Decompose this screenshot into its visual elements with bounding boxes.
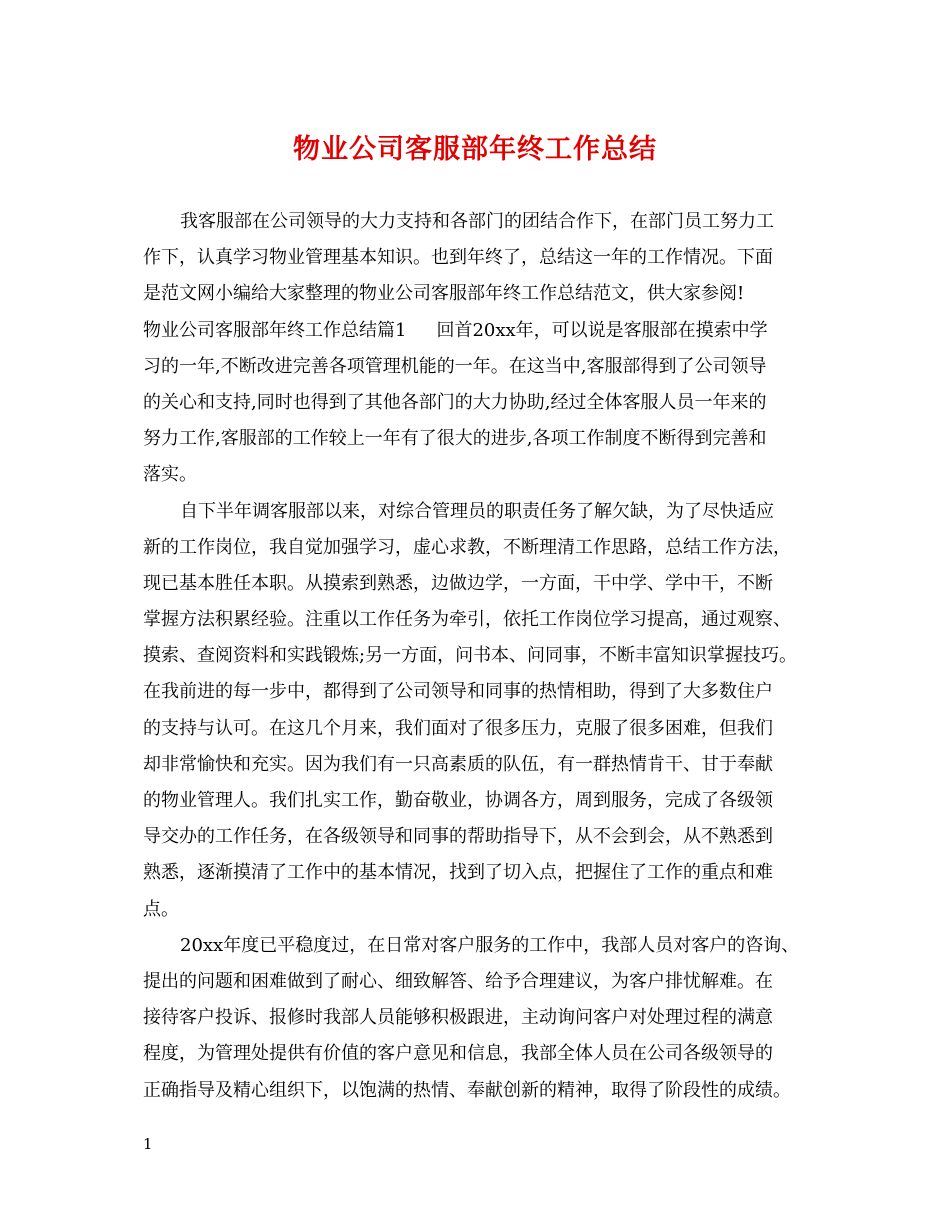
- paragraph-line: 落实。: [143, 464, 197, 486]
- paragraph-line: 努力工作,客服部的工作较上一年有了很大的进步,各项工作制度不断得到完善和: [143, 428, 767, 450]
- paragraph-line: 我客服部在公司领导的大力支持和各部门的团结合作下，在部门员工努力工: [180, 211, 774, 232]
- section-heading-inline: 物业公司客服部年终工作总结篇1: [143, 319, 407, 341]
- paragraph-line: 的关心和支持,同时也得到了其他各部门的大力协助,经过全体客服人员一年来的: [143, 391, 767, 413]
- paragraph-text: 回首20xx年，可以说是客服部在摸索中学: [436, 319, 768, 341]
- paragraph-line: 现已基本胜任本职。从摸索到熟悉，边做边学，一方面，干中学、学中干，不断: [143, 572, 773, 594]
- document-body: [143, 204, 803, 1109]
- paragraph-line: 20xx年度已平稳度过，在日常对客户服务的工作中，我部人员对客户的咨询、: [180, 934, 800, 956]
- paragraph-line: 接待客户投诉、报修时我部人员能够积极跟进，主动询问客户对处理过程的满意: [143, 1007, 773, 1029]
- paragraph-line: 自下半年调客服部以来，对综合管理员的职责任务了解欠缺，为了尽快适应: [180, 500, 774, 522]
- paragraph-line: 熟悉，逐渐摸清了工作中的基本情况，找到了切入点，把握住了工作的重点和难: [143, 862, 773, 884]
- paragraph-line: 掌握方法积累经验。注重以工作任务为牵引，依托工作岗位学习提高，通过观察、: [143, 609, 791, 631]
- paragraph-line: 摸索、查阅资料和实践锻炼;另一方面，问书本、问同事，不断丰富知识掌握技巧。: [143, 645, 798, 667]
- paragraph-line: 的物业管理人。我们扎实工作，勤奋敬业，协调各方，周到服务，完成了各级领: [143, 790, 773, 811]
- paragraph-line: 却非常愉快和充实。因为我们有一只高素质的队伍，有一群热情肯干、甘于奉献: [143, 753, 773, 775]
- paragraph-line: 点。: [143, 898, 179, 920]
- document-title: 物业公司客服部年终工作总结: [293, 134, 657, 165]
- paragraph-line: 提出的问题和困难做到了耐心、细致解答、给予合理建议，为客户排忧解难。在: [143, 970, 773, 992]
- paragraph-line: 是范文网小编给大家整理的物业公司客服部年终工作总结范文，供大家参阅!: [143, 283, 745, 305]
- paragraph-line: 作下，认真学习物业管理基本知识。也到年终了，总结这一年的工作情况。下面: [143, 247, 773, 269]
- paragraph-line: 在我前进的每一步中，都得到了公司领导和同事的热情相助，得到了大多数住户: [143, 681, 773, 703]
- paragraph-line: 习的一年,不断改进完善各项管理机能的一年。在这当中,客服部得到了公司领导: [143, 355, 767, 377]
- paragraph-line: 新的工作岗位，我自觉加强学习，虚心求教，不断理清工作思路，总结工作方法，: [143, 536, 791, 558]
- paragraph-line: 的支持与认可。在这几个月来，我们面对了很多压力，克服了很多困难，但我们: [143, 717, 773, 739]
- paragraph-line: 正确指导及精心组织下，以饱满的热情、奉献创新的精神，取得了阶段性的成绩。: [143, 1079, 791, 1101]
- paragraph-line: 导交办的工作任务，在各级领导和同事的帮助指导下，从不会到会，从不熟悉到: [143, 826, 773, 848]
- paragraph-line: 程度，为管理处提供有价值的客户意见和信息，我部全体人员在公司各级领导的: [143, 1043, 773, 1065]
- page-number: 1: [143, 1135, 153, 1153]
- paragraph-line: [143, 313, 803, 349]
